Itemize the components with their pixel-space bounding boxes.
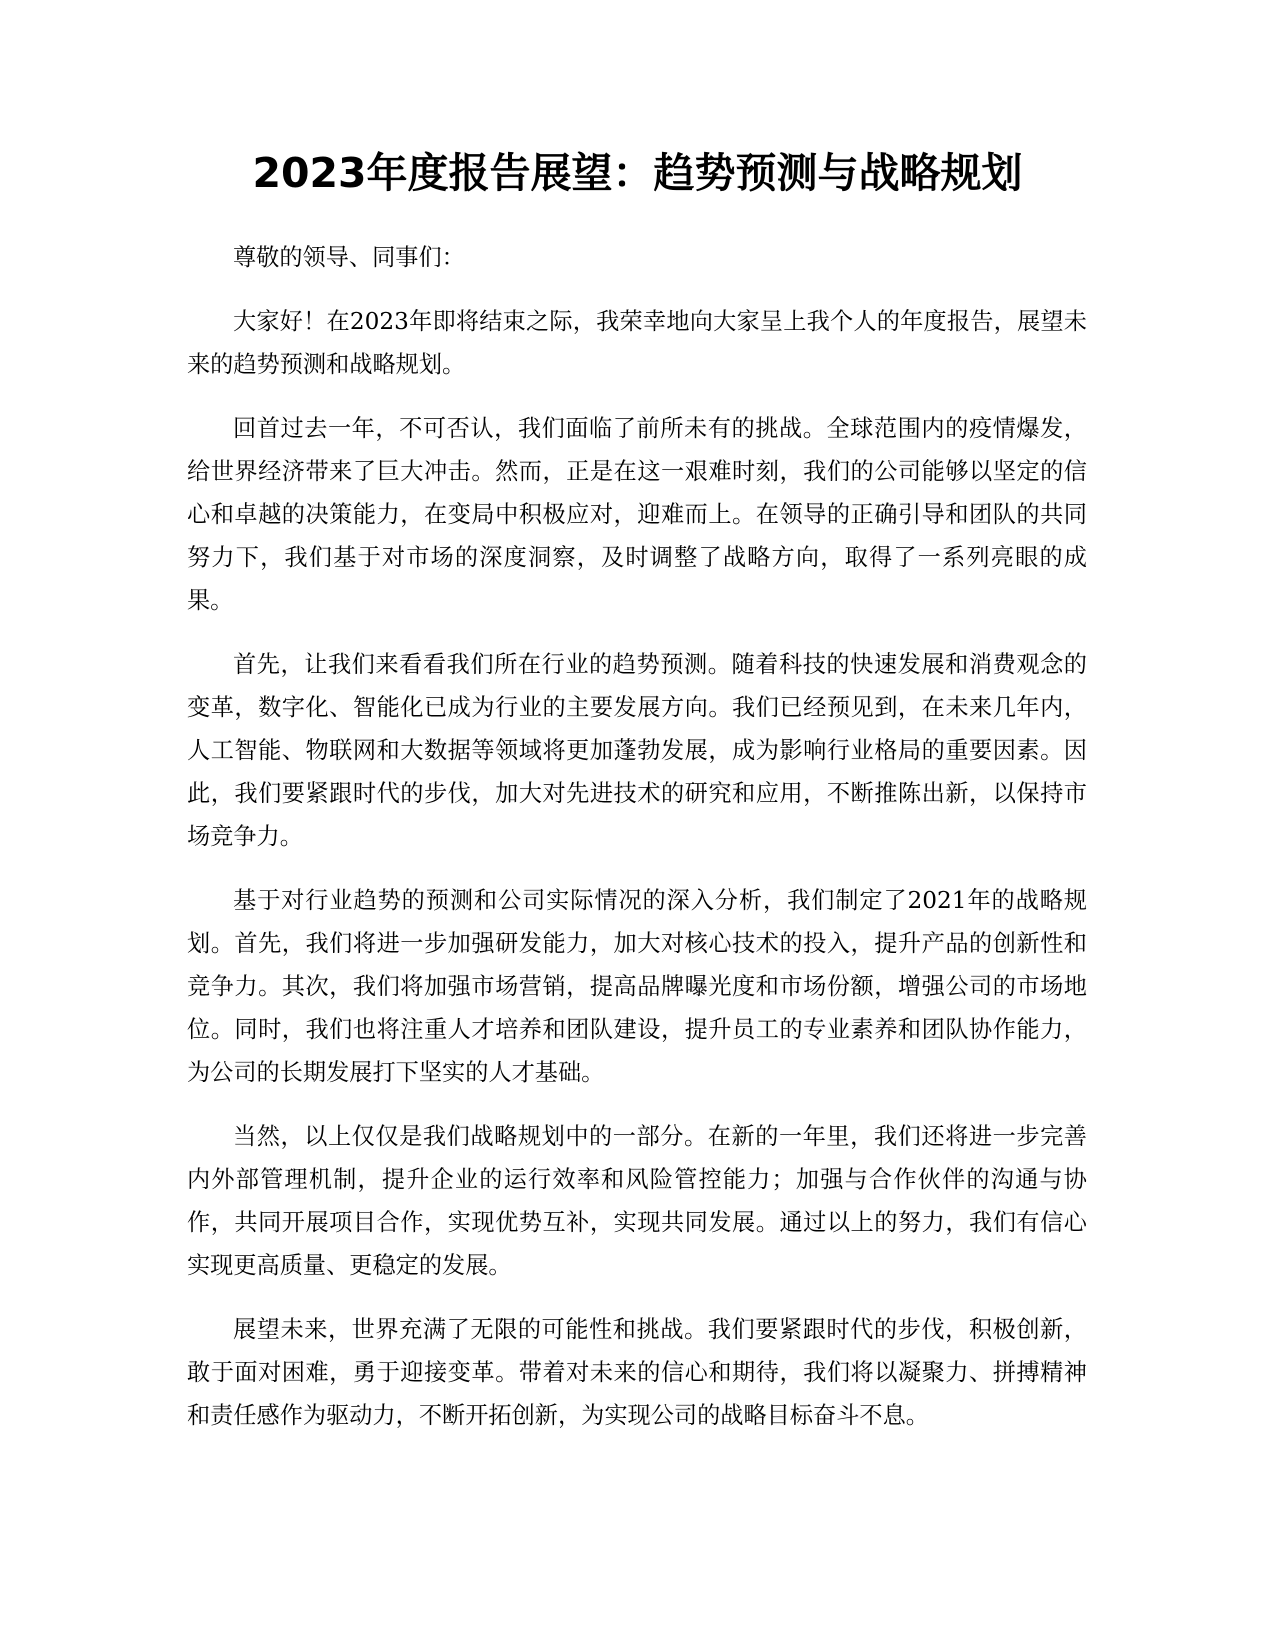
strategy-plan-paragraph: 基于对行业趋势的预测和公司实际情况的深入分析，我们制定了2021年的战略规划。首先，我们将进一步加强研发能力，加大对核心技术的投入，提升产品的创新性和竞争力。其次，我们将加强市场营销，提高品牌曝光度和市场份额，增强公司的市场地位。同时，我们也将注重人才培养和团队建设，提升员工的专业素养和团队协作能力，为公司的长期发展打下坚实的人才基础。 [187,887,1087,1086]
greeting-paragraph: 大家好！在2023年即将结束之际，我荣幸地向大家呈上我个人的年度报告，展望未来的趋势预测和战略规划。 [187,308,1087,378]
outlook-paragraph: 展望未来，世界充满了无限的可能性和挑战。我们要紧跟时代的步伐，积极创新，敢于面对困难，勇于迎接变革。带着对未来的信心和期待，我们将以凝聚力、拼搏精神和责任感作为驱动力，不断开拓创新，为实现公司的战略目标奋斗不息。 [187,1316,1087,1429]
document-body [187,236,1087,1458]
trend-forecast-paragraph: 首先，让我们来看看我们所在行业的趋势预测。随着科技的快速发展和消费观念的变革，数字化、智能化已成为行业的主要发展方向。我们已经预见到，在未来几年内，人工智能、物联网和大数据等领域将更加蓬勃发展，成为影响行业格局的重要因素。因此，我们要紧跟时代的步伐，加大对先进技术的研究和应用，不断推陈出新，以保持市场竞争力。 [187,651,1087,850]
salutation-paragraph: 尊敬的领导、同事们： [233,244,465,271]
management-paragraph: 当然，以上仅仅是我们战略规划中的一部分。在新的一年里，我们还将进一步完善内外部管理机制，提升企业的运行效率和风险管控能力；加强与合作伙伴的沟通与协作，共同开展项目合作，实现优势互补，实现共同发展。通过以上的努力，我们有信心实现更高质量、更稳定的发展。 [187,1123,1087,1279]
review-paragraph: 回首过去一年，不可否认，我们面临了前所未有的挑战。全球范围内的疫情爆发，给世界经济带来了巨大冲击。然而，正是在这一艰难时刻，我们的公司能够以坚定的信心和卓越的决策能力，在变局中积极应对，迎难而上。在领导的正确引导和团队的共同努力下，我们基于对市场的深度洞察，及时调整了战略方向，取得了一系列亮眼的成果。 [187,415,1087,614]
document-title: 2023年度报告展望：趋势预测与战略规划 [252,149,1023,197]
